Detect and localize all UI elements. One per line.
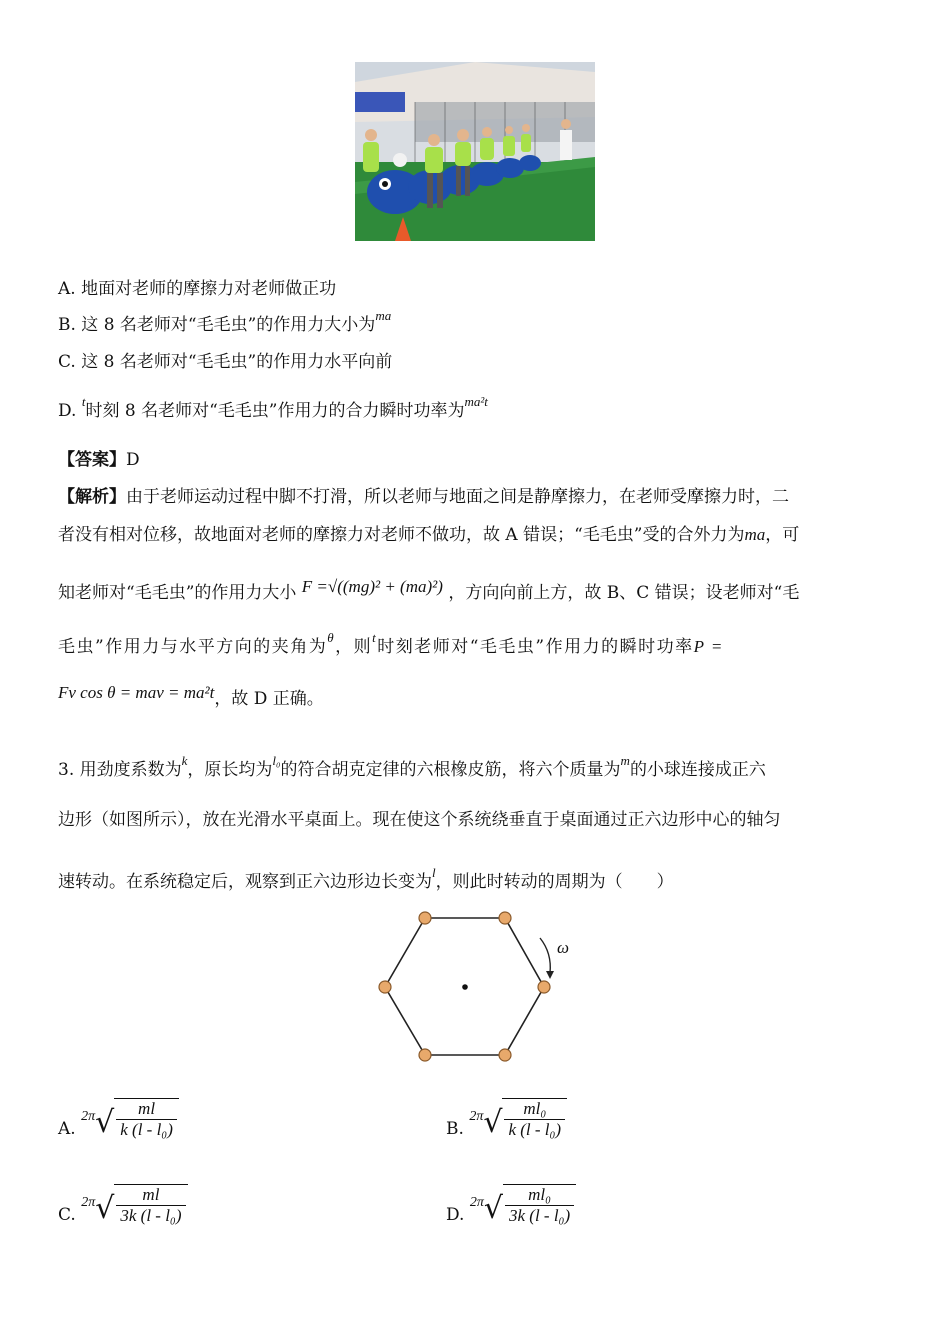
option-d-label: D. — [58, 401, 77, 421]
q3-text-1d: 的小球连接成正六 — [629, 760, 766, 780]
ball — [419, 1049, 431, 1061]
l0-symbol: l₀ — [272, 753, 281, 768]
ball — [419, 912, 431, 924]
theta-symbol: θ — [327, 630, 336, 645]
q3-line-1 — [58, 755, 766, 780]
analysis-line-1 — [58, 482, 789, 507]
q3-text-1b: ，原长均为 — [187, 760, 273, 780]
t-symbol: t — [372, 630, 378, 645]
analysis-line-3 — [58, 578, 799, 603]
rotation-arrow — [540, 938, 550, 973]
answer-label: 【答案】 — [58, 450, 126, 470]
analysis-line-2 — [58, 520, 799, 545]
analysis-text-5b: ，故 D 正确。 — [214, 689, 324, 709]
analysis-line-5 — [58, 684, 324, 709]
analysis-label: 【解析】 — [58, 487, 126, 507]
hexagon-diagram — [370, 905, 590, 1070]
analysis-text-4c: 时刻老师对“毛毛虫”作用力的瞬时功率 — [377, 637, 694, 657]
analysis-line-4 — [58, 632, 724, 657]
analysis-text-2b: ，可 — [765, 525, 800, 545]
rotation-arrowhead — [546, 971, 554, 979]
option-b — [58, 310, 391, 335]
q3-option-d: D. $^{2\pi}$√ $\frac{\text{ml₀}}{\text{3k (l - l₀)}}$ — [446, 1183, 576, 1226]
q3-option-c-den: 3k (l - l₀) — [120, 1206, 182, 1225]
ball — [499, 912, 511, 924]
q3-option-b-den: k (l - l₀) — [508, 1120, 562, 1139]
analysis-text-4b: ，则 — [335, 637, 373, 657]
q3-line-3 — [58, 867, 674, 892]
option-b-text: B. 这 8 名老师对“毛毛虫”的作用力大小为 — [58, 315, 376, 335]
answer-line — [58, 445, 140, 470]
q3-option-b-num: ml₀ — [504, 1099, 565, 1120]
q3-option-a-label: A. — [58, 1119, 76, 1139]
m-symbol: m — [620, 753, 630, 768]
power-formula: Fv cos θ = mav = ma²t — [58, 683, 215, 702]
q3-option-b: B. $^{2\pi}$√ $\frac{\text{ml₀}}{\text{k (l - l₀)}}$ — [446, 1097, 567, 1140]
ball — [379, 981, 391, 993]
option-d — [58, 396, 488, 421]
q3-option-c: C. $^{2\pi}$√ $\frac{ml}{\text{3k (l - l₀)}}$ — [58, 1183, 188, 1226]
q3-option-a: A. $^{2\pi}$√ $\frac{ml}{\text{k (l - l₀)}}$ — [58, 1097, 179, 1140]
option-d-formula: ma²t — [464, 394, 488, 409]
option-b-formula: ma — [375, 308, 392, 323]
q3-option-b-label: B. — [446, 1119, 464, 1139]
force-formula: F =√((mg)² + (ma)²) — [301, 577, 443, 596]
q3-option-a-den: k (l - l₀) — [120, 1120, 173, 1139]
analysis-text-3b: ，方向向前上方，故 B、C 错误；设老师对“毛 — [448, 583, 800, 603]
option-c: C. 这 8 名老师对“毛毛虫”的作用力水平向前 — [58, 352, 393, 372]
power-symbol: P = — [693, 637, 724, 656]
q3-text-3a: 速转动。在系统稳定后，观察到正六边形边长变为 — [58, 872, 432, 892]
answer-value: D — [126, 450, 140, 470]
ball — [499, 1049, 511, 1061]
analysis-text-4a: 毛虫”作用力与水平方向的夹角为 — [58, 637, 328, 657]
option-d-text: 时刻 8 名老师对“毛毛虫”作用力的合力瞬时功率为 — [85, 401, 465, 421]
option-d-t: t — [81, 394, 86, 409]
photo-illustration — [355, 62, 595, 241]
l-symbol: l — [432, 865, 436, 880]
center-dot — [462, 984, 468, 990]
q3-option-a-num: ml — [116, 1099, 177, 1120]
q3-option-d-label: D. — [446, 1205, 465, 1225]
analysis-text-3a: 知老师对“毛毛虫”的作用力大小 — [58, 583, 297, 603]
option-a: A. 地面对老师的摩擦力对老师做正功 — [58, 279, 337, 299]
analysis-text-2a: 者没有相对位移，故地面对老师的摩擦力对老师不做功，故 A 错误；“毛毛虫”受的合外力为 — [58, 525, 745, 545]
q3-option-b-coef: 2π — [469, 1109, 484, 1124]
omega-label: ω — [557, 938, 570, 957]
k-symbol: k — [181, 753, 188, 768]
q3-option-c-label: C. — [58, 1205, 76, 1225]
q3-option-d-den: 3k (l - l₀) — [508, 1206, 571, 1225]
q3-text-1a: 3. 用劲度系数为 — [58, 760, 182, 780]
q3-option-d-num: ml₀ — [505, 1185, 574, 1206]
analysis-text-1: 由于老师运动过程中脚不打滑，所以老师与地面之间是静摩擦力，在老师受摩擦力时，二 — [126, 487, 789, 507]
hexagon-figure — [370, 905, 590, 1070]
analysis-ma: ma — [744, 525, 766, 544]
q3-option-c-num: ml — [116, 1185, 185, 1206]
q3-line-2: 边形（如图所示），放在光滑水平桌面上。现在使这个系统绕垂直于桌面通过正六边形中心的轴匀 — [58, 810, 781, 830]
q3-option-c-coef: 2π — [81, 1195, 96, 1210]
ball — [538, 981, 550, 993]
q3-option-d-coef: 2π — [469, 1195, 484, 1210]
q3-option-a-coef: 2π — [81, 1109, 96, 1124]
caterpillar-race-photo — [355, 62, 595, 241]
q3-text-3b: ，则此时转动的周期为（ ） — [435, 872, 674, 892]
q3-text-1c: 的符合胡克定律的六根橡皮筋，将六个质量为 — [280, 760, 621, 780]
